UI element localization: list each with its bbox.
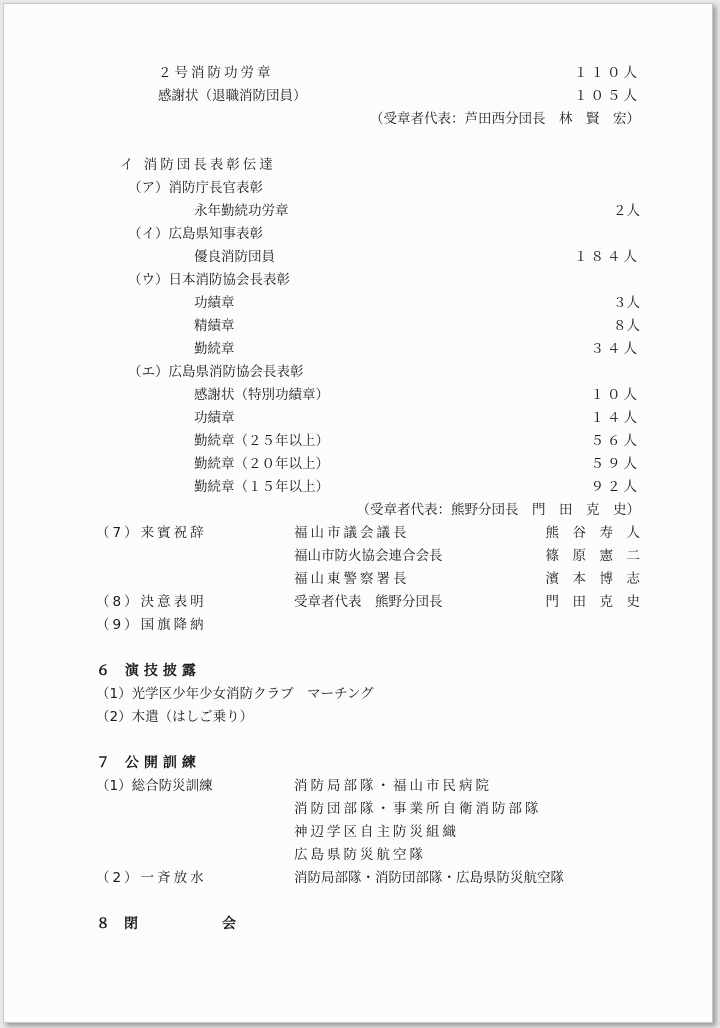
award-label: 精績章 [194,318,235,334]
award-label: 勤続章 [194,341,235,357]
award-label: 優良消防団員 [194,249,275,265]
program-item-label: （1）総合防災訓練 [96,778,213,794]
award-label: 勤続章（２０年以上） [194,456,329,472]
award-label: 勤続章（１５年以上） [194,479,329,495]
recipient-representative: （受章者代表：芦田西分団長 林 賢 宏） [370,111,640,127]
guest-name: 濱 本 博 志 [545,571,640,587]
award-label: 功績章 [194,295,235,311]
training-unit: 広島県防災航空隊 [294,847,426,863]
program-item-label: （8）決意表明 [96,594,207,610]
award-count: ９２人 [590,479,640,495]
speaker-name: 門 田 克 史 [545,594,640,610]
award-count: ５６人 [590,433,640,449]
award-label: 勤続章（２５年以上） [194,433,329,449]
guest-title: 福山東警察署長 [294,571,410,587]
award-count: １４人 [590,410,640,426]
program-item-label: （2）木遣（はしご乗り） [96,709,254,725]
award-label: 永年勤続功労章 [194,203,289,219]
award-count: １１０人 [574,65,640,81]
award-label: ２号消防功労章 [158,65,274,81]
training-unit: 消防団部隊・事業所自衛消防部隊 [294,801,542,817]
group-heading: （エ）広島県消防協会長表彰 [128,364,304,380]
award-count: １０５人 [574,88,640,104]
award-count: ２人 [613,203,640,219]
program-item-label: （9）国旗降納 [96,617,207,633]
award-label: 感謝状（退職消防団員） [158,88,307,104]
award-label: 感謝状（特別功績章） [194,387,329,403]
section-heading: ７ 公開訓練 [96,755,201,771]
award-count: １８４人 [574,249,640,265]
guest-title: 福山市防火協会連合会長 [294,548,443,564]
section-number: ８ [96,916,110,932]
award-count: １０人 [590,387,640,403]
document-page [3,3,713,1023]
award-count: ３人 [613,295,640,311]
award-count: ８人 [613,318,640,334]
program-item-label: （2）一斉放水 [96,870,207,886]
section-title: イ 消防団長表彰伝達 [120,157,276,173]
guest-title: 福山市議会議長 [294,525,410,541]
recipient-representative: （受章者代表：熊野分団長 門 田 克 史） [356,502,640,518]
training-unit: 消防局部隊・福山市民病院 [294,778,492,794]
group-heading: （イ）広島県知事表彰 [128,226,263,242]
guest-name: 篠 原 憲 二 [545,548,640,564]
guest-name: 熊 谷 寿 人 [545,525,640,541]
award-count: ５９人 [590,456,640,472]
group-heading: （ア）消防庁長官表彰 [128,180,263,196]
award-count: ３４人 [590,341,640,357]
award-label: 功績章 [194,410,235,426]
speaker-title: 受章者代表 熊野分団長 [294,594,443,610]
training-unit: 神辺学区自主防災組織 [294,824,459,840]
training-unit: 消防局部隊・消防団部隊・広島県防災航空隊 [294,870,564,886]
group-heading: （ウ）日本消防協会長表彰 [128,272,290,288]
program-item-label: （7）来賓祝辞 [96,525,207,541]
section-heading: 会 [222,916,236,932]
section-heading: 閉 [124,916,138,932]
section-heading: ６ 演技披露 [96,663,201,679]
program-item-label: （1）光学区少年少女消防クラブ マーチング [96,686,374,702]
